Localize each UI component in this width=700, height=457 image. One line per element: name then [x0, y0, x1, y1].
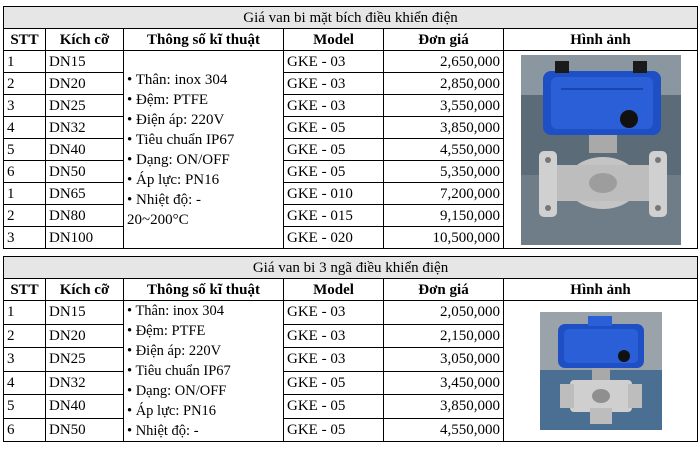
size-cell: DN32 [46, 371, 124, 395]
header-image: Hình ảnh [504, 29, 698, 51]
spec-line: • Dạng: ON/OFF [127, 151, 230, 168]
stt-cell: 6 [4, 418, 46, 442]
size-cell: DN100 [46, 227, 124, 249]
header-model: Model [284, 279, 384, 301]
model-cell: GKE - 05 [284, 418, 384, 442]
price-cell: 4,550,000 [384, 418, 504, 442]
model-cell: GKE - 05 [284, 395, 384, 419]
header-price: Đơn giá [384, 29, 504, 51]
header-image: Hình ảnh [504, 279, 698, 301]
price-cell: 3,850,000 [384, 395, 504, 419]
model-cell: GKE - 03 [284, 301, 384, 325]
three-way-valve-table [3, 256, 698, 442]
size-cell: DN40 [46, 139, 124, 161]
spec-line: • Đệm: PTFE [127, 91, 209, 108]
flanged-ball-valve-image [521, 55, 681, 245]
price-cell: 9,150,000 [384, 205, 504, 227]
price-cell: 7,200,000 [384, 183, 504, 205]
stt-cell: 5 [4, 139, 46, 161]
price-cell: 2,850,000 [384, 73, 504, 95]
size-cell: DN20 [46, 73, 124, 95]
size-cell: DN25 [46, 348, 124, 372]
spec-line: • Dạng: ON/OFF [127, 383, 227, 399]
header-price: Đơn giá [384, 279, 504, 301]
stt-cell: 2 [4, 73, 46, 95]
header-size: Kích cỡ [46, 279, 124, 301]
size-cell: DN25 [46, 95, 124, 117]
header-stt: STT [4, 279, 46, 301]
table-row [4, 301, 698, 325]
table-title: Giá van bi 3 ngã điều khiển điện [4, 257, 698, 279]
size-cell: DN80 [46, 205, 124, 227]
header-stt: STT [4, 29, 46, 51]
stt-cell: 1 [4, 301, 46, 325]
model-cell: GKE - 03 [284, 51, 384, 73]
price-cell: 3,450,000 [384, 371, 504, 395]
stt-cell: 2 [4, 324, 46, 348]
image-cell [504, 51, 698, 249]
price-cell: 3,050,000 [384, 348, 504, 372]
model-cell: GKE - 05 [284, 139, 384, 161]
spec-line: • Tiêu chuẩn IP67 [127, 363, 231, 379]
stt-cell: 1 [4, 51, 46, 73]
stt-cell: 1 [4, 183, 46, 205]
table-title-row [4, 7, 698, 29]
spec-line: • Nhiệt độ: - [127, 191, 201, 208]
model-cell: GKE - 05 [284, 117, 384, 139]
flanged-valve-table [3, 6, 698, 249]
stt-cell: 4 [4, 117, 46, 139]
model-cell: GKE - 03 [284, 324, 384, 348]
stt-cell: 3 [4, 95, 46, 117]
spec-line: • Thân: inox 304 [127, 303, 225, 319]
stt-cell: 6 [4, 161, 46, 183]
size-cell: DN50 [46, 418, 124, 442]
model-cell: GKE - 010 [284, 183, 384, 205]
spec-line: • Nhiệt độ: - [127, 423, 199, 439]
size-cell: DN15 [46, 51, 124, 73]
header-specs: Thông số kĩ thuật [124, 29, 284, 51]
spec-line: • Đệm: PTFE [127, 323, 206, 339]
stt-cell: 4 [4, 371, 46, 395]
size-cell: DN50 [46, 161, 124, 183]
table-row [4, 51, 698, 73]
price-cell: 4,550,000 [384, 139, 504, 161]
spec-line: • Điện áp: 220V [127, 111, 225, 128]
size-cell: DN65 [46, 183, 124, 205]
size-cell: DN40 [46, 395, 124, 419]
spec-line: • Tiêu chuẩn IP67 [127, 131, 235, 148]
spec-line: 20~200°C [127, 211, 189, 228]
price-cell: 2,050,000 [384, 301, 504, 325]
model-cell: GKE - 05 [284, 161, 384, 183]
image-cell [504, 301, 698, 442]
header-row [4, 29, 698, 51]
spec-cell [124, 51, 284, 249]
stt-cell: 3 [4, 227, 46, 249]
spec-line: • Thân: inox 304 [127, 71, 228, 88]
price-cell: 2,650,000 [384, 51, 504, 73]
price-cell: 2,150,000 [384, 324, 504, 348]
size-cell: DN20 [46, 324, 124, 348]
header-model: Model [284, 29, 384, 51]
header-size: Kích cỡ [46, 29, 124, 51]
stt-cell: 3 [4, 348, 46, 372]
size-cell: DN15 [46, 301, 124, 325]
spec-line: • Áp lực: PN16 [127, 403, 217, 419]
stt-cell: 5 [4, 395, 46, 419]
three-way-valve-image [540, 312, 662, 430]
price-cell: 10,500,000 [384, 227, 504, 249]
size-cell: DN32 [46, 117, 124, 139]
model-cell: GKE - 03 [284, 95, 384, 117]
model-cell: GKE - 03 [284, 73, 384, 95]
price-cell: 5,350,000 [384, 161, 504, 183]
model-cell: GKE - 020 [284, 227, 384, 249]
stt-cell: 2 [4, 205, 46, 227]
header-specs: Thông số kĩ thuật [124, 279, 284, 301]
model-cell: GKE - 05 [284, 371, 384, 395]
table-title-row [4, 257, 698, 279]
spec-line: • Điện áp: 220V [127, 343, 222, 359]
table-title: Giá van bi mặt bích điều khiển điện [4, 7, 698, 29]
model-cell: GKE - 03 [284, 348, 384, 372]
spec-cell [124, 301, 284, 442]
price-cell: 3,550,000 [384, 95, 504, 117]
spec-line: • Áp lực: PN16 [127, 171, 220, 188]
model-cell: GKE - 015 [284, 205, 384, 227]
price-cell: 3,850,000 [384, 117, 504, 139]
header-row [4, 279, 698, 301]
